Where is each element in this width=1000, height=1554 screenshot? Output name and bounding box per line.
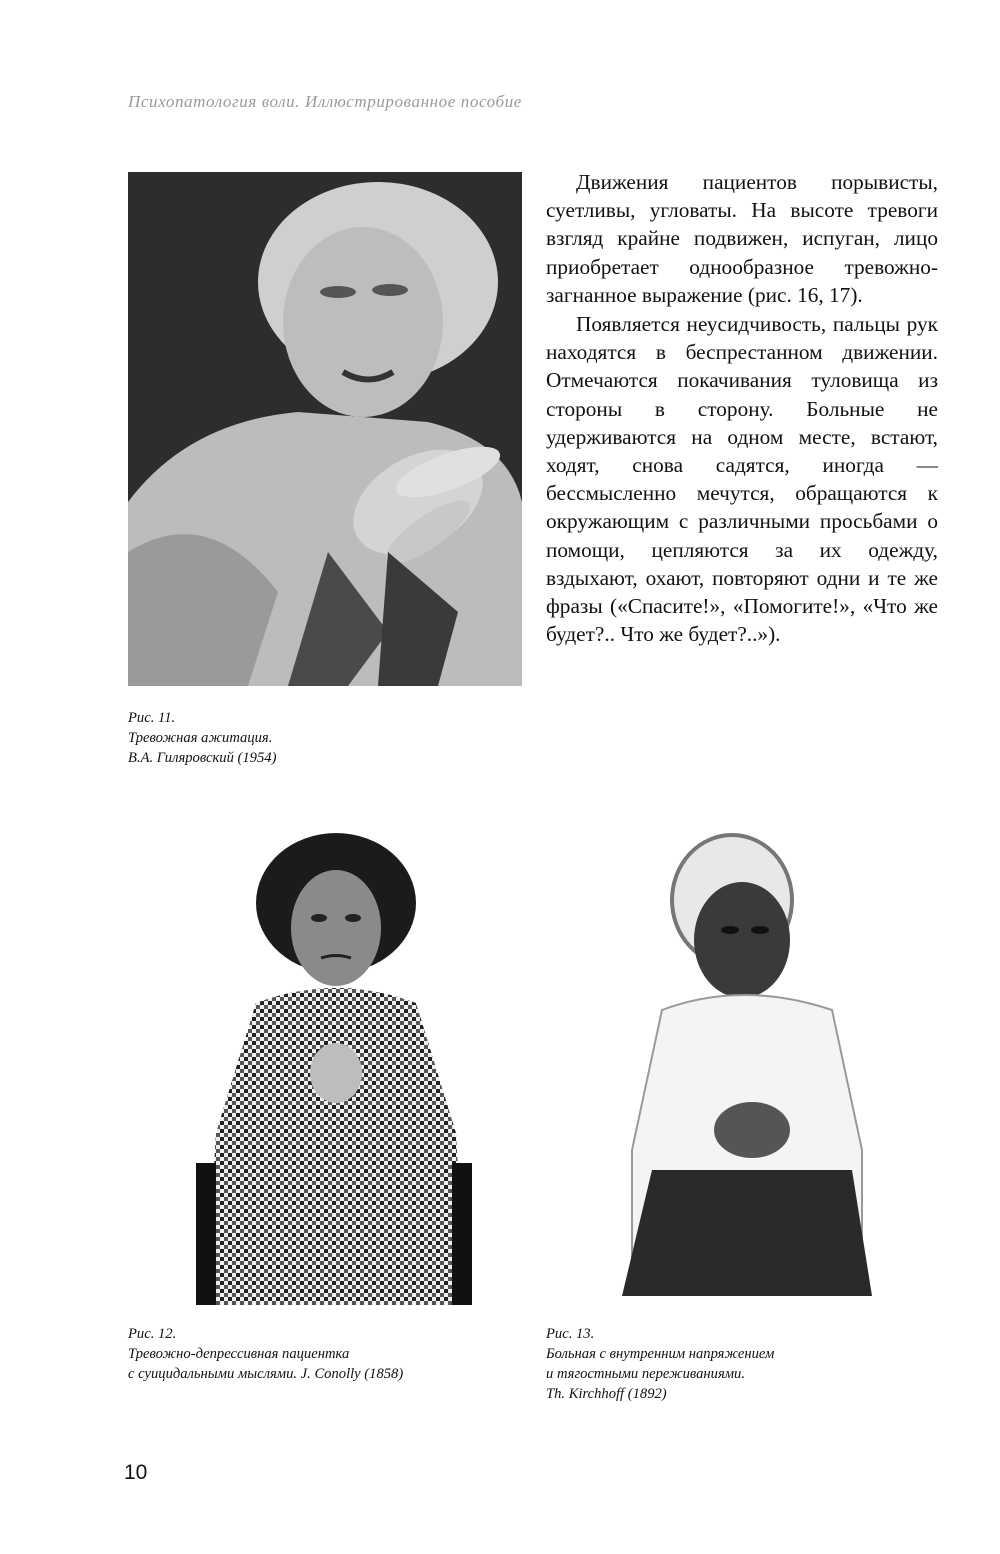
paragraph-1: Движения пациентов порывисты, суетливы, угловаты. На высоте тревоги взгляд крайне подвижен, испуган, лицо приобретает однообразное тревожно-загнанное выражение (рис. 16, 17). <box>546 170 938 307</box>
figure-13-caption <box>546 1324 774 1404</box>
paragraph-2: Появляется неусидчивость, пальцы рук находятся в беспрестанном движении. Отмечаются покачивания туловища из стороны в сторону. Больные не удерживаются на одном месте, встают, ходят, снова садятся, иногда — бессмысленно мечутся, обращаются к окружающим с различными просьбами о помощи, цепляются за их одежду, вздыхают, охают, повторяют одни и те же фразы («Спасите!», «Помогите!», «Что же будет?.. Что же будет?..»). <box>546 312 938 647</box>
figure-13-photo <box>622 830 872 1296</box>
figure-12-photo <box>196 833 472 1305</box>
figure-12-source: с суицидальными мыслями. J. Conolly (1858) <box>128 1366 404 1382</box>
figure-13-title: Больная с внутренним напряжением <box>546 1346 775 1362</box>
figure-13-illustration <box>622 830 872 1296</box>
figure-11-number: Рис. 11. <box>128 710 176 726</box>
figure-13-number: Рис. 13. <box>546 1326 595 1342</box>
body-text <box>546 168 938 648</box>
figure-12-caption <box>128 1324 403 1384</box>
figure-11-illustration <box>128 172 522 686</box>
figure-13-subtitle: и тягостными переживаниями. <box>546 1366 746 1382</box>
figure-11-title: Тревожная ажитация. <box>128 730 273 746</box>
running-head: Психопатология воли. Иллюстрированное пособие <box>128 92 522 111</box>
figure-11-caption <box>128 708 276 768</box>
figure-12-title: Тревожно-депрессивная пациентка <box>128 1346 350 1362</box>
figure-12-illustration <box>196 833 472 1305</box>
page-number: 10 <box>124 1461 148 1484</box>
figure-13-source: Th. Kirchhoff (1892) <box>546 1386 667 1402</box>
figure-12-number: Рис. 12. <box>128 1326 177 1342</box>
figure-11-source: В.А. Гиляровский (1954) <box>128 750 277 766</box>
figure-11-photo <box>128 172 522 686</box>
